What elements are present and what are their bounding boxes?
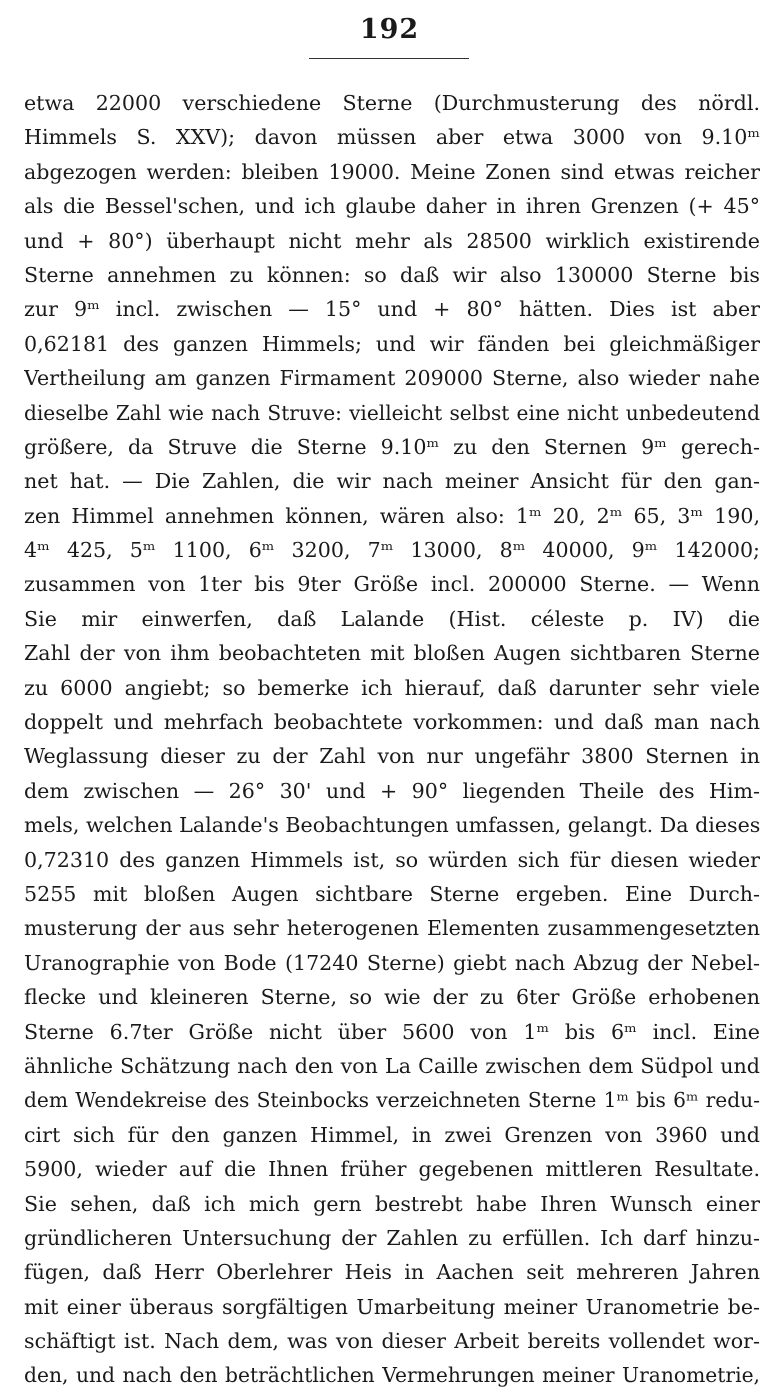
text-line: den, und nach den beträchtlichen Vermehrungen meiner Uranometrie, bbox=[24, 1363, 760, 1388]
text-line: gründlicheren Untersuchung der Zahlen zu erfüllen. Ich darf hinzu- bbox=[24, 1225, 760, 1250]
text-line: mit einer überaus sorgfältigen Umarbeitung meiner Uranometrie be- bbox=[24, 1294, 760, 1319]
text-line: Sie mir einwerfen, daß Lalande (Hist. céleste p. IV) die bbox=[24, 606, 760, 631]
text-line: etwa 22000 verschiedene Sterne (Durchmusterung des nördl. bbox=[24, 91, 760, 115]
text-line: zen Himmel annehmen können, wären also: 1ᵐ 20, 2ᵐ 65, 3ᵐ 190, bbox=[24, 503, 760, 528]
text-line: dem Wendekreise des Steinbocks verzeichneten Sterne 1ᵐ bis 6ᵐ redu- bbox=[24, 1088, 760, 1113]
text-line: Sterne annehmen zu können: so daß wir also 130000 Sterne bis bbox=[24, 262, 760, 287]
text-line: Himmels S. XXV); davon müssen aber etwa 3000 von 9.10ᵐ bbox=[24, 125, 760, 150]
text-line: fügen, daß Herr Oberlehrer Heis in Aachen seit mehreren Jahren bbox=[24, 1260, 760, 1285]
text-line: ähnliche Schätzung nach den von La Caille zwischen dem Südpol und bbox=[24, 1053, 760, 1078]
text-line: Sterne 6.7ter Größe nicht über 5600 von 1ᵐ bis 6ᵐ incl. Eine bbox=[24, 1019, 760, 1044]
text-line: 0,62181 des ganzen Himmels; und wir fänden bei gleichmäßiger bbox=[24, 331, 760, 356]
text-line: Vertheilung am ganzen Firmament 209000 Sterne, also wieder nahe bbox=[24, 366, 760, 391]
body-text bbox=[24, 86, 760, 1393]
text-line: cirt sich für den ganzen Himmel, in zwei Grenzen von 3960 und bbox=[24, 1122, 760, 1147]
text-line: musterung der aus sehr heterogenen Elementen zusammengesetzten bbox=[24, 916, 760, 941]
text-line: und + 80°) überhaupt nicht mehr als 28500 wirklich existirende bbox=[24, 228, 760, 253]
text-line: schäftigt ist. Nach dem, was von dieser Arbeit bereits vollendet wor- bbox=[24, 1329, 760, 1354]
text-line: 5900, wieder auf die Ihnen früher gegebenen mittleren Resultate. bbox=[24, 1157, 760, 1182]
text-line: abgezogen werden: bleiben 19000. Meine Zonen sind etwas reicher bbox=[24, 159, 760, 184]
text-line: net hat. — Die Zahlen, die wir nach meiner Ansicht für den gan- bbox=[24, 469, 760, 494]
text-line: Uranographie von Bode (17240 Sterne) giebt nach Abzug der Nebel- bbox=[24, 950, 760, 975]
text-line: mels, welchen Lalande's Beobachtungen umfassen, gelangt. Da dieses bbox=[24, 813, 760, 838]
text-line: zur 9ᵐ incl. zwischen — 15° und + 80° hätten. Dies ist aber bbox=[24, 297, 760, 322]
page-number: 192 bbox=[359, 14, 420, 45]
text-line: 5255 mit bloßen Augen sichtbare Sterne ergeben. Eine Durch- bbox=[24, 881, 760, 906]
text-line: 0,72310 des ganzen Himmels ist, so würden sich für diesen wieder bbox=[24, 847, 760, 872]
text-line: als die Bessel'schen, und ich glaube daher in ihren Grenzen (+ 45° bbox=[24, 194, 760, 219]
text-line: zusammen von 1ter bis 9ter Größe incl. 200000 Sterne. — Wenn bbox=[24, 572, 760, 597]
text-line: 4ᵐ 425, 5ᵐ 1100, 6ᵐ 3200, 7ᵐ 13000, 8ᵐ 40000, 9ᵐ 142000; bbox=[24, 538, 760, 563]
text-line: dieselbe Zahl wie nach Struve: vielleicht selbst eine nicht unbedeutend bbox=[24, 400, 760, 425]
text-line: doppelt und mehrfach beobachtete vorkommen: und daß man nach bbox=[24, 710, 760, 735]
text-line: Weglassung dieser zu der Zahl von nur ungefähr 3800 Sternen in bbox=[24, 744, 760, 769]
text-line: zu 6000 angiebt; so bemerke ich hierauf, daß darunter sehr viele bbox=[24, 675, 760, 700]
header-rule bbox=[309, 58, 469, 59]
text-line: größere, da Struve die Sterne 9.10ᵐ zu den Sternen 9ᵐ gerech- bbox=[24, 434, 760, 459]
text-line: Sie sehen, daß ich mich gern bestrebt habe Ihren Wunsch einer bbox=[24, 1191, 760, 1216]
text-line: dem zwischen — 26° 30' und + 90° liegenden Theile des Him- bbox=[24, 778, 760, 803]
text-line: Zahl der von ihm beobachteten mit bloßen Augen sichtbaren Sterne bbox=[24, 641, 760, 666]
text-line: flecke und kleineren Sterne, so wie der zu 6ter Größe erhobenen bbox=[24, 985, 760, 1010]
